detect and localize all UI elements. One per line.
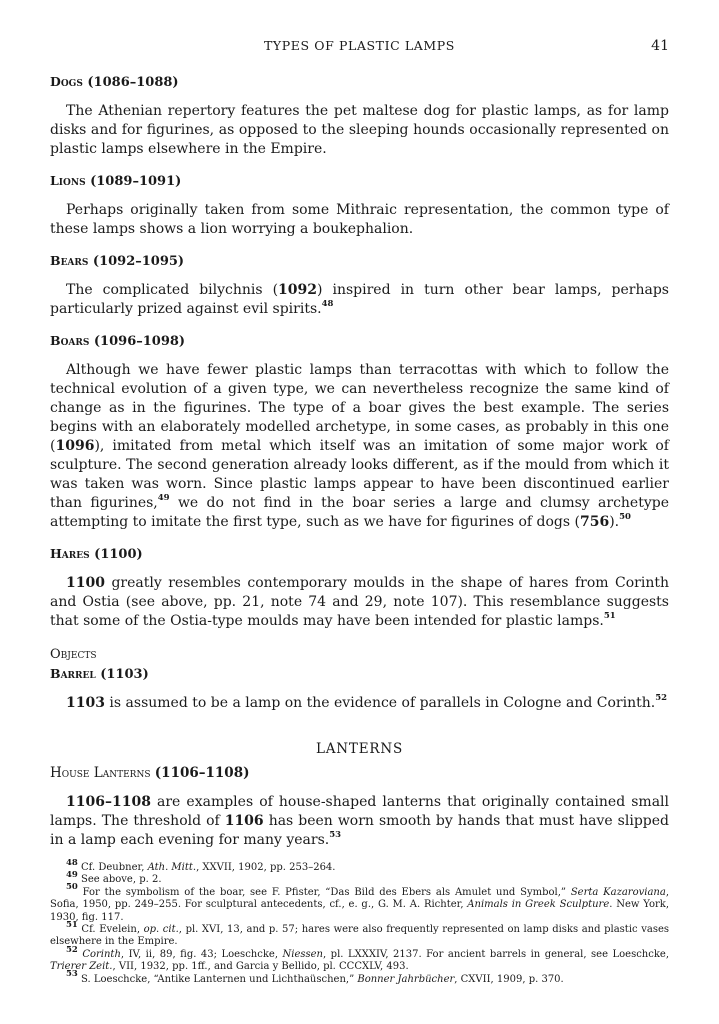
- lanterns-title: LANTERNS: [315, 741, 403, 757]
- section-barrel: [50, 666, 669, 713]
- footnote-ref: 51: [603, 611, 616, 622]
- footnote-ref: 49: [157, 493, 170, 504]
- footnote-49: $^{49}$ See above, p. 2.: [66, 870, 162, 886]
- footnote-52: $^{52}$ Corinth, IV, ii, 89, fig. 43; Loeschcke, Niessen, pl. LXXXIV, 2137. For ancient barrels in general, see Loeschcke, Trierer Zeit., VII, 1932, pp. 1ff., and Garcia y Bellido, pl. CCCXLV, 493.: [50, 944, 669, 973]
- section-paragraph: Although we have fewer plastic lamps than terracottas with which to follow the technical evolution of a given type, we can nevertheless recognize the same kind of change as in the figurines. The type of a boar gives the best example. The series begins with an elaborately modelled archetype, in some cases, as probably in this one (1096), imitated from metal which itself was an imitation of some major work of sculpture. The second generation already looks different, as if the mould from which it was taken was worn. Since plastic lamps appear to have been discontinued earlier than figurines,$^{49}$ we do not find in the boar series a large and clumsy archetype attempting to imitate the first type, such as we have for figurines of dogs (756).$^{50}$: [50, 362, 669, 530]
- objects-label: Objects: [50, 647, 97, 662]
- section-heading: Hares (1100): [50, 546, 143, 562]
- footnote-51: $^{51}$ Cf. Evelein, op. cit., pl. XVI, 13, and p. 57; hares were also frequently represented on lamp disks and plastic vases elsewhere in the Empire.: [50, 919, 669, 948]
- section-heading: Bears (1092–1095): [50, 253, 185, 269]
- section-heading: Boars (1096–1098): [50, 333, 186, 349]
- section-bears: [50, 253, 669, 319]
- section-heading: Lions (1089–1091): [50, 173, 182, 189]
- section-paragraph: 1103 is assumed to be a lamp on the evidence of parallels in Cologne and Corinth.$^{52}$: [66, 693, 668, 711]
- section-paragraph: The Athenian repertory features the pet maltese dog for plastic lamps, as for lamp disks and for figurines, as opposed to the sleeping hounds occasionally represented on plastic lamps elsewhere in the Empire.: [50, 103, 669, 157]
- section-hares: [50, 546, 669, 631]
- section-heading: Dogs (1086–1088): [50, 74, 179, 90]
- lanterns-paragraph: 1106–1108 are examples of house-shaped lanterns that originally contained small lamps. The threshold of 1106 has been worn smooth by hands that must have slipped in a lamp each evening for many years.$^{53}$: [50, 794, 669, 848]
- footnote-53: $^{53}$ S. Loeschcke, “Antike Lanternen und Lichthaüschen,” Bonner Jahrbücher, CXVII, 1909, p. 370.: [66, 969, 564, 985]
- page: [50, 38, 669, 986]
- section-dogs: [50, 74, 669, 159]
- section-lions: [50, 173, 669, 239]
- section-paragraph: Perhaps originally taken from some Mithraic representation, the common type of these lamps shows a lion worrying a boukephalion.: [50, 202, 669, 237]
- footnote-ref: 48: [321, 299, 334, 310]
- section-boars: [50, 333, 669, 532]
- house-lanterns-heading: House Lanterns (1106–1108): [50, 765, 250, 781]
- footnote-ref: 53: [329, 830, 342, 841]
- running-head: [50, 38, 669, 60]
- footnotes: [50, 857, 670, 986]
- footnote-ref: 52: [655, 693, 668, 704]
- running-head-title: TYPES OF PLASTIC LAMPS: [264, 38, 455, 53]
- page-number: 41: [651, 38, 669, 54]
- footnote-ref: 50: [619, 512, 631, 523]
- section-paragraph: The complicated bilychnis (1092) inspired in turn other bear lamps, perhaps particularly prized against evil spirits.$^{48}$: [50, 282, 669, 317]
- section-paragraph: 1100 greatly resembles contemporary moulds in the shape of hares from Corinth and Ostia (see above, pp. 21, note 74 and 29, note 107). This resemblance suggests that some of the Ostia-type moulds may have been intended for plastic lamps.$^{51}$: [50, 575, 669, 629]
- footnote-50: $^{50}$ For the symbolism of the boar, see F. Pfister, “Das Bild des Ebers als Amulet und Symbol,” Serta Kazaroviana, Sofia, 1950, pp. 249–255. For sculptural antecedents, cf., e. g., G. M. A. Richter, Animals in Greek Sculpture. New York, 1930, fig. 117.: [50, 882, 670, 923]
- footnote-48: $^{48}$ Cf. Deubner, Ath. Mitt., XXVII, 1902, pp. 253–264.: [66, 857, 336, 873]
- section-heading: Barrel (1103): [50, 666, 149, 682]
